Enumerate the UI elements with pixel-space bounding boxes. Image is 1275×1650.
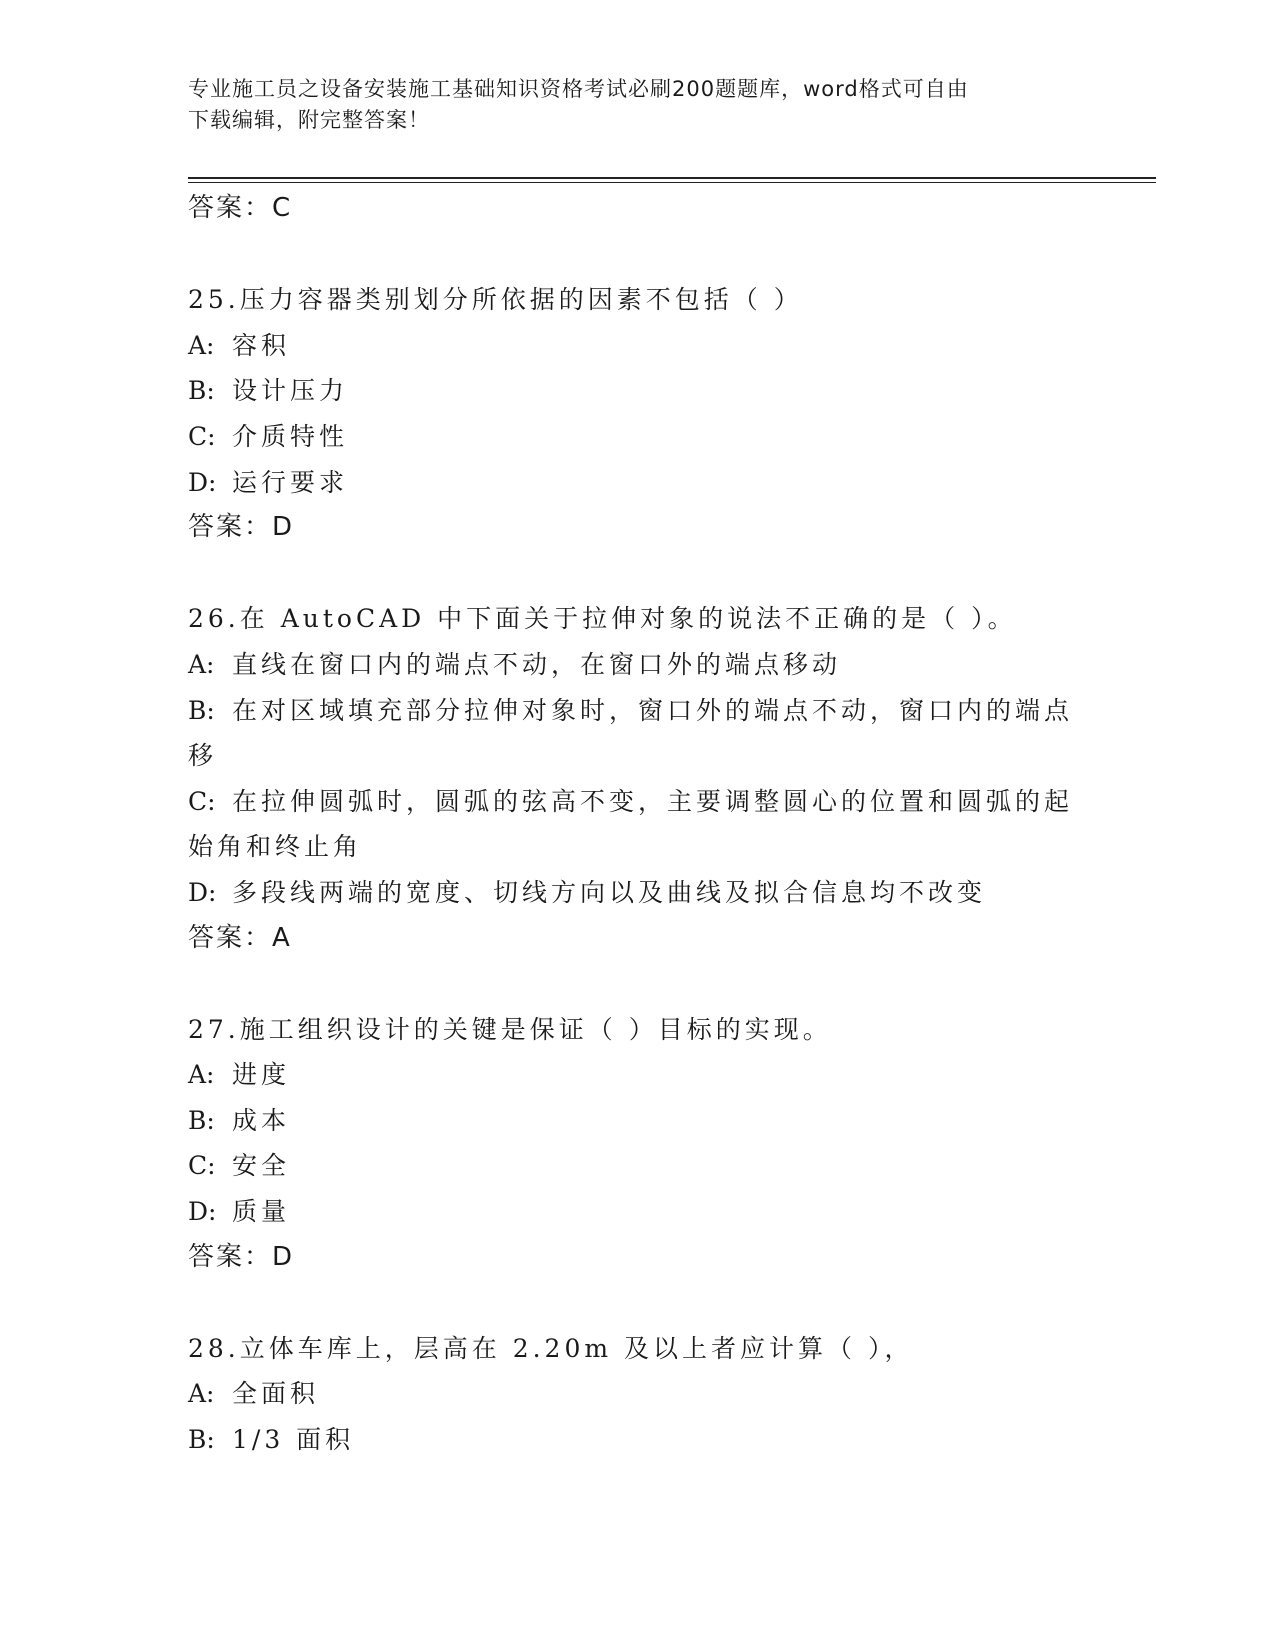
option-b: [188, 1417, 1088, 1463]
option-label: A:: [188, 1379, 215, 1409]
question-block: [188, 1326, 1088, 1463]
spacer: [188, 232, 1088, 278]
header-line-1: 专业施工员之设备安装施工基础知识资格考试必刷200题题库，word格式可自由: [188, 77, 969, 101]
option-text: 安全: [232, 1151, 291, 1181]
option-text: 在对区域填充部分拉伸对象时，窗口外的端点不动，窗口内的端点: [232, 695, 1074, 725]
answer-line: 答案：C: [188, 193, 293, 223]
option-text: 设计压力: [232, 376, 349, 406]
option-text: 成本: [232, 1105, 291, 1135]
option-label: A:: [188, 330, 215, 360]
question-stem: 26.在 AutoCAD 中下面关于拉伸对象的说法不正确的是（ ）。: [188, 604, 1017, 634]
option-c: [188, 414, 1088, 460]
option-label: C:: [188, 786, 216, 816]
option-text: 直线在窗口内的端点不动，在窗口外的端点移动: [232, 649, 842, 679]
question-block: [188, 1007, 1088, 1281]
question-stem: 25.压力容器类别划分所依据的因素不包括（ ）: [188, 285, 803, 315]
option-text: 质量: [232, 1197, 291, 1227]
question-stem: 27.施工组织设计的关键是保证（ ）目标的实现。: [188, 1014, 832, 1044]
option-a: [188, 1371, 1088, 1417]
option-label: A:: [188, 649, 215, 679]
option-label: B:: [188, 376, 215, 406]
header-line-2: 下载编辑，附完整答案！: [188, 108, 430, 132]
answer-line: 答案：A: [188, 922, 292, 953]
option-text: 多段线两端的宽度、切线方向以及曲线及拟合信息均不改变: [232, 877, 987, 907]
option-label: C:: [188, 1151, 216, 1181]
option-c: [188, 779, 1088, 825]
option-label: B:: [188, 1425, 215, 1455]
question-stem: 28.立体车库上，层高在 2.20m 及以上者应计算（ ），: [188, 1333, 914, 1363]
option-b: [188, 368, 1088, 414]
option-text: 进度: [232, 1060, 291, 1090]
option-label: A:: [188, 1060, 215, 1090]
option-label: C:: [188, 421, 216, 451]
header-divider-thick: [188, 177, 1156, 179]
option-text: 全面积: [232, 1379, 320, 1409]
option-text: 容积: [232, 330, 291, 360]
question-list: [188, 186, 1088, 1463]
option-c: [188, 1143, 1088, 1189]
option-text: 在拉伸圆弧时，圆弧的弦高不变，主要调整圆心的位置和圆弧的起: [232, 786, 1074, 816]
option-a: [188, 323, 1088, 369]
option-d: [188, 1189, 1088, 1235]
answer-line: 答案：D: [188, 512, 295, 543]
spacer: [188, 1280, 1088, 1326]
option-b: [188, 1098, 1088, 1144]
option-text: 运行要求: [232, 467, 349, 497]
option-label: B:: [188, 1105, 215, 1135]
option-a: [188, 642, 1088, 688]
option-b-continued: 移: [188, 741, 218, 771]
question-block: [188, 596, 1088, 961]
option-label: D:: [188, 877, 217, 907]
option-d: [188, 870, 1088, 916]
option-a: [188, 1052, 1088, 1098]
document-header: [188, 74, 1088, 136]
option-c-continued: 始角和终止角: [188, 832, 363, 862]
option-text: 介质特性: [232, 421, 349, 451]
option-d: [188, 460, 1088, 506]
option-label: B:: [188, 695, 215, 725]
answer-line: 答案：D: [188, 1241, 295, 1272]
header-divider-thin: [188, 182, 1156, 183]
option-b: [188, 688, 1088, 734]
option-label: D:: [188, 467, 217, 497]
question-block: [188, 277, 1088, 551]
spacer: [188, 961, 1088, 1007]
option-text: 1/3 面积: [232, 1425, 355, 1455]
spacer: [188, 551, 1088, 597]
option-label: D:: [188, 1197, 217, 1227]
